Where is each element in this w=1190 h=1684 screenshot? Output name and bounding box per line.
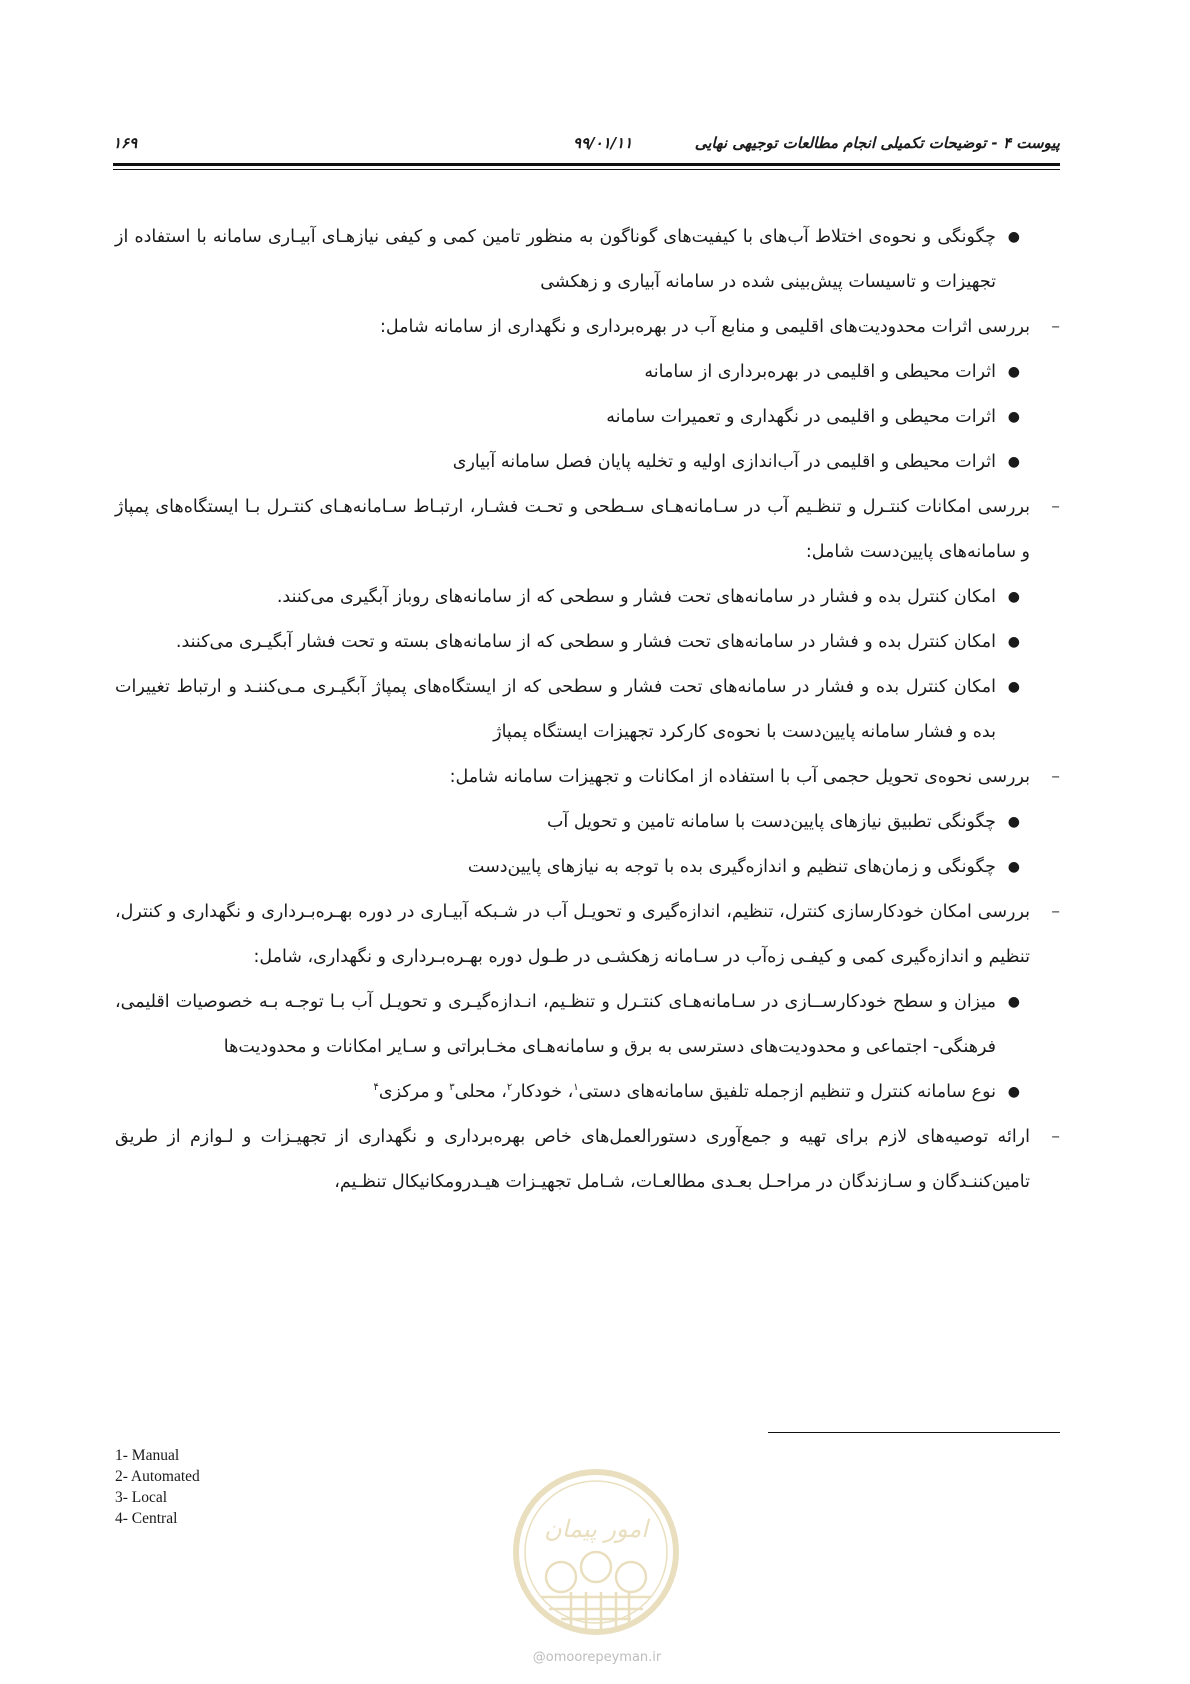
dash-icon: – xyxy=(1051,902,1060,922)
footnote-ref-2: ۲ xyxy=(506,1082,513,1094)
dash-text: بررسی امکان خودکارسازی کنترل، تنظیم، اندازه‌گیری و تحویـل آب در شـبکه آبیـاری در دوره بهـره‌بـرداری و نگهداری و کنترل، تنظیم و اندازه‌گیری کمی و کیفـی زه‌آب در سـامانه زهکشـی در طـول دوره بهـره‌بـرداری و نگهداری، شامل: xyxy=(115,902,1030,967)
bullet-item xyxy=(115,215,1060,305)
footnote-separator xyxy=(768,1432,1060,1433)
dash-text: بررسی امکانات کنتـرل و تنظـیم آب در سـامانه‌هـای سـطحی و تحـت فشـار، ارتبـاط سـامانه‌هـای کنتـرل بـا ایستگاه‌های پمپاژ و سامانه‌های پایین‌دست شامل: xyxy=(115,497,1030,562)
footnotes xyxy=(115,1445,200,1529)
bullet-text: امکان کنترل بده و فشار در سامانه‌های تحت فشار و سطحی که از سامانه‌های بسته و تحت فشار آبگیـری می‌کنند. xyxy=(175,632,996,652)
manual-label: دستی xyxy=(578,1082,621,1102)
bullet-item xyxy=(115,350,1060,395)
dash-item xyxy=(115,1115,1060,1205)
footnote-4: 4- Central xyxy=(115,1510,178,1527)
footnote-1: 1- Manual xyxy=(115,1447,180,1464)
svg-text:امور پیمان: امور پیمان xyxy=(544,1515,648,1543)
bullet-item-control-types: ● نوع سامانه کنترل و تنظیم ازجمله تلفیق سامانه‌های دستی$^۱$، خودکار$^۲$، محلی$^۳$ و مرکزی$^۴$ xyxy=(115,1070,1060,1115)
dash-item xyxy=(115,485,1060,575)
dash-text: بررسی نحوه‌ی تحویل حجمی آب با استفاده از امکانات و تجهیزات سامانه شامل: xyxy=(449,767,1030,787)
bullet-text: اثرات محیطی و اقلیمی در آب‌اندازی اولیه و تخلیه پایان فصل سامانه آبیاری xyxy=(452,452,996,472)
bullet-item xyxy=(115,575,1060,620)
watermark-url: @omoorepeyman.ir xyxy=(532,1650,662,1665)
bullet-text: میزان و سطح خودکارســازی در سـامانه‌هـای کنتـرل و تنظـیم، انـدازه‌گیـری و تحویـل آب بـا توجـه بـه خصوصیات اقلیمی، فرهنگی- اجتماعی و محدودیت‌های دسترسی به برق و سامانه‌هـای مخـابراتی و سـایر امکانات و محدودیت‌ها xyxy=(115,992,996,1057)
bullet-icon: ● xyxy=(1007,454,1020,470)
bullet-item xyxy=(115,980,1060,1070)
page-header xyxy=(113,128,1060,164)
dash-icon: – xyxy=(1051,767,1060,787)
footnote-ref-4: ۴ xyxy=(373,1082,379,1094)
bullet-text: چگونگی و نحوه‌ی اختلاط آب‌های با کیفیت‌های گوناگون به منظور تامین کمی و کیفی نیازهـای آبیـاری سامانه با استفاده از تجهیزات و تاسیسات پیش‌بینی شده در سامانه آبیاری و زهکشی xyxy=(115,227,996,292)
local-label: محلی xyxy=(454,1082,496,1102)
bullet-icon: ● xyxy=(1007,634,1020,650)
control-types-intro: نوع سامانه کنترل و تنظیم ازجمله تلفیق سامانه‌های xyxy=(626,1082,996,1102)
bullet-text: چگونگی و زمان‌های تنظیم و اندازه‌گیری بده با توجه به نیازهای پایین‌دست xyxy=(467,857,996,877)
dash-text: بررسی اثرات محدودیت‌های اقلیمی و منابع آب در بهره‌برداری و نگهداری از سامانه شامل: xyxy=(379,317,1030,337)
bullet-icon: ● xyxy=(1007,589,1020,605)
bullet-icon: ● xyxy=(1007,994,1020,1010)
page-number: ۱۶۹ xyxy=(113,134,138,152)
dash-icon: – xyxy=(1051,497,1060,517)
footnote-ref-1: ۱ xyxy=(573,1082,579,1094)
bullet-item xyxy=(115,395,1060,440)
bullet-item xyxy=(115,845,1060,890)
bullet-item xyxy=(115,665,1060,755)
bullet-icon: ● xyxy=(1007,229,1020,245)
footnote-ref-3: ۳ xyxy=(449,1082,455,1094)
bullet-item xyxy=(115,800,1060,845)
dash-icon: – xyxy=(1051,1127,1060,1147)
bullet-item xyxy=(115,620,1060,665)
header-date: ۹۹/۰۱/۱۱ xyxy=(573,134,633,152)
bullet-item xyxy=(115,440,1060,485)
dash-item xyxy=(115,890,1060,980)
dash-item xyxy=(115,305,1060,350)
document-body xyxy=(115,215,1060,1205)
footnote-2: 2- Automated xyxy=(115,1468,200,1485)
header-rule-thick xyxy=(113,163,1060,166)
bullet-icon: ● xyxy=(1007,814,1020,830)
dash-text: ارائه توصیه‌های لازم برای تهیه و جمع‌آوری دستورالعمل‌های خاص بهره‌برداری و نگهداری از تجهیـزات و لـوازم از طریق تامین‌کننـدگان و سـازندگان در مراحـل بعـدی مطالعـات، شـامل تجهیـزات هیـدرومکانیکال تنظـیم، xyxy=(115,1127,1030,1192)
header-rule-thin xyxy=(113,169,1060,170)
central-label: مرکزی xyxy=(378,1082,430,1102)
dash-item xyxy=(115,755,1060,800)
header-title: پیوست ۴ - توضیحات تکمیلی انجام مطالعات توجیهی نهایی xyxy=(694,134,1060,152)
bullet-icon: ● xyxy=(1007,364,1020,380)
automated-label: خودکار xyxy=(512,1082,563,1102)
bullet-text: چگونگی تطبیق نیازهای پایین‌دست با سامانه تامین و تحویل آب xyxy=(546,812,996,832)
bullet-text: اثرات محیطی و اقلیمی در نگهداری و تعمیرات سامانه xyxy=(606,407,996,427)
watermark-logo xyxy=(511,1467,681,1637)
bullet-icon: ● xyxy=(1007,859,1020,875)
bullet-text: امکان کنترل بده و فشار در سامانه‌های تحت فشار و سطحی که از سامانه‌های روباز آبگیری می‌کنند. xyxy=(276,587,996,607)
bullet-icon: ● xyxy=(1007,409,1020,425)
bullet-text: اثرات محیطی و اقلیمی در بهره‌برداری از سامانه xyxy=(644,362,996,382)
bullet-icon: ● xyxy=(1007,679,1020,695)
bullet-icon: ● xyxy=(1007,1084,1020,1100)
bullet-text: امکان کنترل بده و فشار در سامانه‌های تحت فشار و سطحی که از ایستگاه‌های پمپاژ آبگیـری مـی‌کننـد و ارتباط تغییرات بده و فشار سامانه پایین‌دست با نحوه‌ی کارکرد تجهیزات ایستگاه پمپاژ xyxy=(115,677,996,742)
footnote-3: 3- Local xyxy=(115,1489,168,1506)
dash-icon: – xyxy=(1051,317,1060,337)
